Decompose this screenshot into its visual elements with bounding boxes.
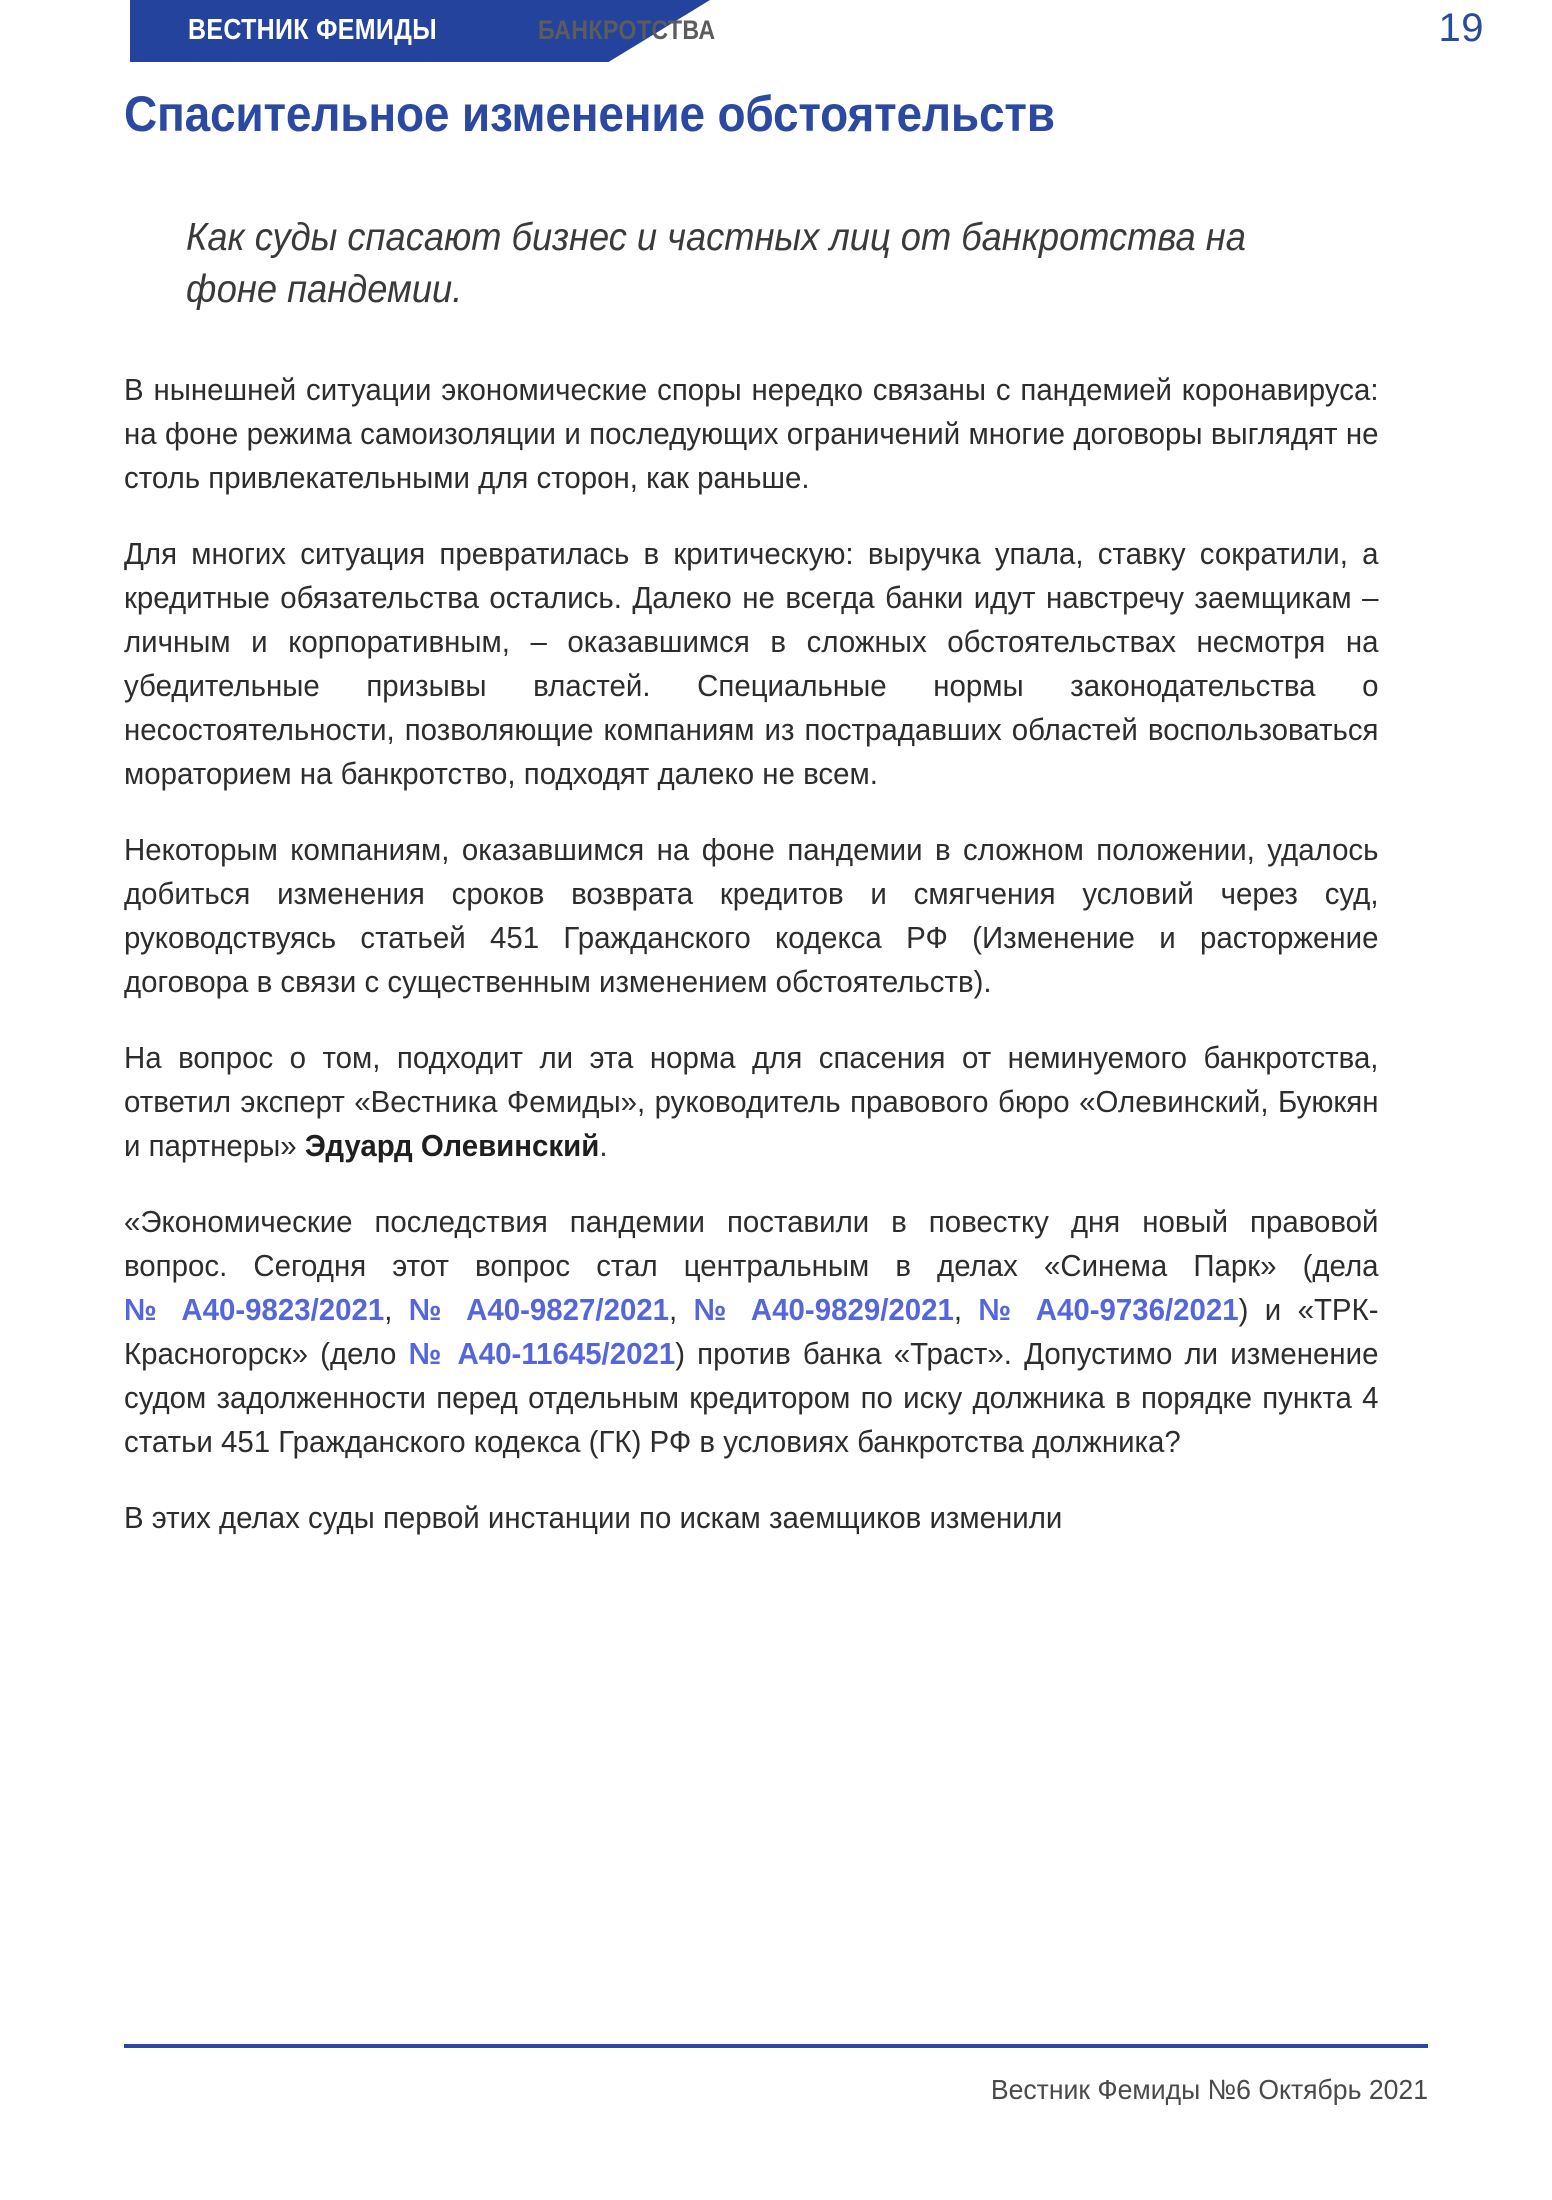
masthead-section-title: БАНКРОТСТВА [538,15,716,45]
paragraph-5-text-lead: «Экономические последствия пандемии поставили в повестку дня новый правовой вопрос. Сегодня этот вопрос стал центральным в делах «Синема Парк» (дела [124,1205,1379,1283]
paragraph-4 [124,1036,1379,1168]
paragraph-4-text-lead: На вопрос о том, подходит ли эта норма для спасения от неминуемого банкротства, ответил эксперт «Вестника Фемиды», руководитель правового бюро «Олевинский, Буюкян и партнеры» [124,1041,1379,1163]
case-separator-1: , [384,1293,409,1327]
page-masthead [0,0,1552,64]
paragraph-4-text-tail: . [599,1129,608,1163]
expert-name: Эдуард Олевинский [304,1129,600,1163]
paragraph-5-text-mid: ) и «ТРК-Красногорск» (дело [124,1293,1379,1371]
paragraph-2: Для многих ситуация превратилась в критическую: выручка упала, ставку сократили, а кредитные обязательства остались. Далеко не всегда банки идут навстречу заемщикам – личным и корпоративным, – оказавшимся в сложных обстоятельствах несмотря на убедительные призывы властей. Специальные нормы законодательства о несостоятельности, позволяющие компаниям из пострадавших областей воспользоваться мораторием на банкротство, подходят далеко не всем. [124,537,1379,791]
paragraph-6: В этих делах суды первой инстанции по искам заемщиков изменили [124,1501,1063,1535]
case-reference-4[interactable]: № А40-9736/2021 [978,1293,1239,1327]
case-reference-3[interactable]: № А40-9829/2021 [693,1293,954,1327]
case-reference-1[interactable]: № А40-9823/2021 [124,1293,385,1327]
page-footer [124,2044,1428,2106]
article-body [124,368,1424,1540]
page-number: 19 [1438,6,1484,50]
footer-divider [124,2044,1428,2048]
article-content [124,84,1428,1540]
paragraph-5-text-tail: ) против банка «Траст». Допустимо ли изменение судом задолженности перед отдельным кредитором по иску должника в порядке пункта 4 статьи 451 Гражданского кодекса (ГК) РФ в условиях банкротства должника? [124,1337,1379,1459]
footer-issue-label: Вестник Фемиды №6 Октябрь 2021 [990,2074,1428,2105]
article-deck: Как суды спасают бизнес и частных лиц от банкротства на фоне пандемии. [186,216,1246,311]
paragraph-1: В нынешней ситуации экономические споры нередко связаны с пандемией коронавируса: на фоне режима самоизоляции и последующих ограничений многие договоры выглядят не столь привлекательными для сторон, как раньше. [124,373,1379,495]
case-separator-2: , [669,1293,694,1327]
paragraph-5 [124,1200,1379,1464]
article-headline: Спасительное изменение обстоятельств [124,86,1055,142]
case-separator-3: , [953,1293,979,1327]
case-reference-2[interactable]: № А40-9827/2021 [408,1293,670,1327]
masthead-brand-title: ВЕСТНИК ФЕМИДЫ [188,14,437,46]
paragraph-3: Некоторым компаниям, оказавшимся на фоне пандемии в сложном положении, удалось добиться изменения сроков возврата кредитов и смягчения условий через суд, руководствуясь статьей 451 Гражданского кодекса РФ (Изменение и расторжение договора в связи с существенным изменением обстоятельств). [124,833,1379,999]
case-reference-5[interactable]: № А40-11645/2021 [408,1337,676,1371]
